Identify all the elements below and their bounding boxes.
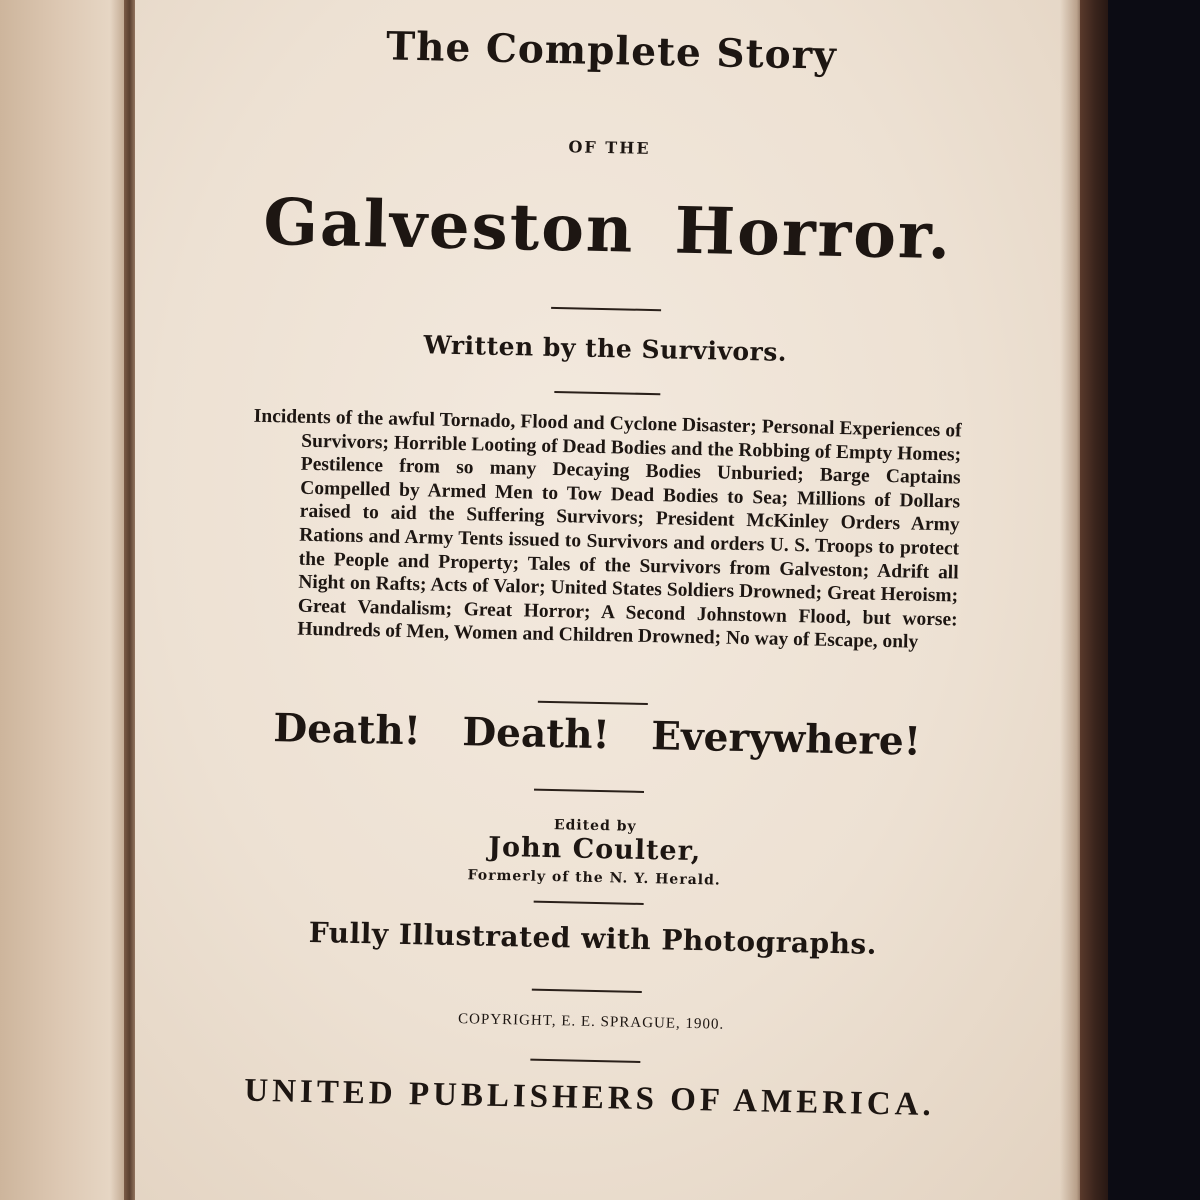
- book-cover-edge: [1080, 0, 1110, 1200]
- dark-background: [1108, 0, 1200, 1200]
- of-the-label: OF THE: [568, 137, 651, 158]
- main-title: Galveston Horror.: [262, 184, 953, 275]
- description-paragraph: Incidents of the awful Tornado, Flood and Cyclone Disaster; Personal Experiences of Survivors; Horrible Looting of Dead Bodies and the Robbing of Empty Homes; Pestilence from so many Decaying Bodies Unburied; Barge Captains Compelled by Armed Men to Tow Dead Bodies to Sea; Millions of Dollars raised to aid the Suffering Survivors; President McKinley Orders Army Rations and Army Tents issued to Survivors and orders U. S. Troops to protect the People and Property; Tales of the Survivors from Galveston; Adrift all Night on Rafts; Acts of Valor; United States Soldiers Drowned; Great Heroism; Great Vandalism; Great Horror; A Second Johnstown Flood, but worse: Hundreds of Men, Women and Children Drowned; No way of Escape, only: [253, 405, 962, 654]
- divider-rule: [530, 1059, 640, 1063]
- illustrated-line: Fully Illustrated with Photographs.: [308, 915, 878, 961]
- editor-credit: Formerly of the N. Y. Herald.: [467, 867, 721, 889]
- edited-by-label: Edited by: [553, 817, 637, 835]
- editor-name: John Coulter,: [487, 831, 702, 868]
- subtitle: Written by the Survivors.: [423, 330, 788, 367]
- divider-rule: [554, 391, 660, 395]
- divider-rule: [551, 307, 661, 311]
- divider-rule: [534, 789, 644, 793]
- publisher-line: UNITED PUBLISHERS OF AMERICA.: [243, 1072, 936, 1124]
- title-top: The Complete Story: [385, 23, 838, 79]
- divider-rule: [532, 989, 642, 993]
- divider-rule: [534, 901, 644, 905]
- exclamation-line: Death! Death! Everywhere!: [272, 705, 922, 765]
- left-page: [0, 0, 130, 1200]
- divider-rule: [538, 701, 648, 705]
- title-page-content: [128, 0, 1073, 1200]
- copyright-line: COPYRIGHT, E. E. SPRAGUE, 1900.: [457, 1011, 725, 1033]
